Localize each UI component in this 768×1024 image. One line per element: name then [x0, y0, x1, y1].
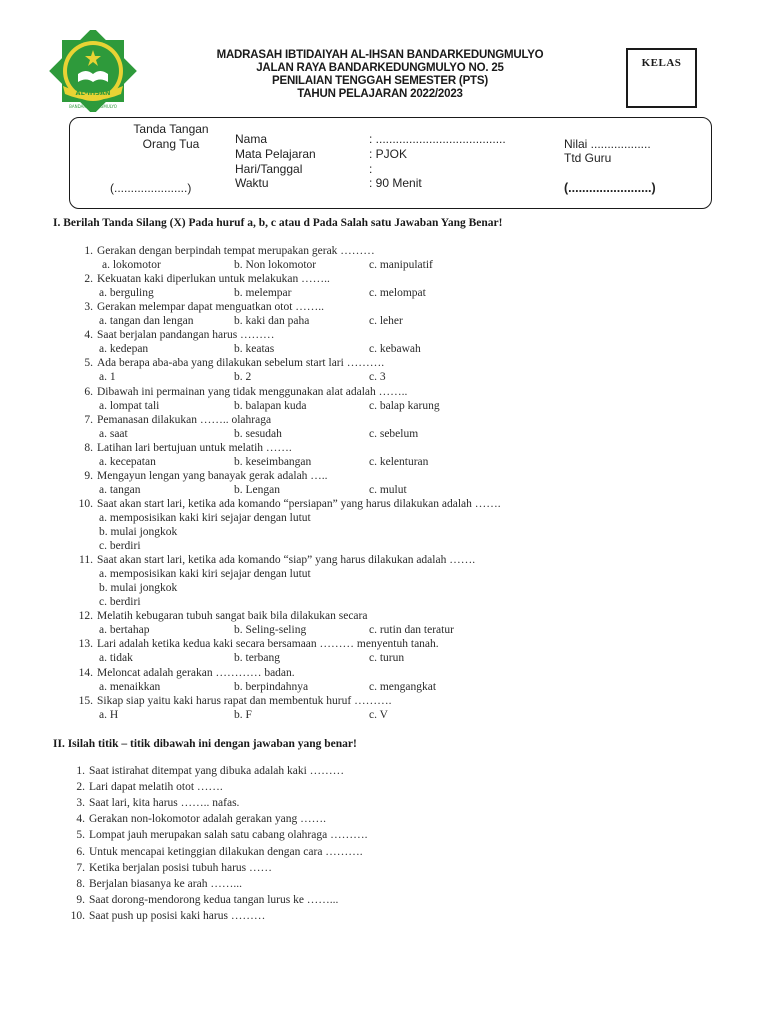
answer-option-a[interactable]: a. lokomotor — [102, 259, 161, 272]
answer-option-a[interactable]: a. bertahap — [99, 624, 150, 637]
question-number: 6. — [76, 845, 85, 858]
answer-option-b[interactable]: b. kaki dan paha — [234, 315, 310, 328]
question-text: Gerakan dengan berpindah tempat merupakan gerak ……… — [97, 245, 375, 257]
answer-option-c[interactable]: c. balap karung — [369, 399, 440, 412]
answer-option-b[interactable]: b. berpindahnya — [234, 680, 309, 693]
field-label-mapel: Mata Pelajaran — [235, 147, 316, 161]
answer-option-a[interactable]: a. tidak — [99, 652, 133, 665]
question-number: 6. — [84, 385, 93, 398]
question-item — [67, 329, 275, 341]
header-line-year: TAHUN PELAJARAN 2022/2023 — [297, 88, 463, 100]
answer-option-c[interactable]: c. 3 — [369, 371, 386, 384]
question-text: Kekuatan kaki diperlukan untuk melakukan …….. — [97, 273, 330, 286]
fill-in-item[interactable] — [59, 781, 223, 793]
question-text: Pemanasan dilakukan …….. olahraga — [97, 413, 272, 426]
school-logo — [48, 30, 138, 112]
question-number: 8. — [76, 877, 85, 890]
question-number: 9. — [84, 469, 93, 482]
question-item — [67, 638, 439, 650]
question-number: 3. — [84, 301, 93, 314]
answer-option-c[interactable]: c. kebawah — [369, 343, 421, 356]
school-header — [160, 49, 600, 101]
field-value-waktu: : 90 Menit — [369, 176, 422, 190]
question-item — [67, 245, 375, 257]
answer-option-c[interactable]: c. melompat — [369, 287, 426, 300]
answer-option-c[interactable]: c. V — [369, 708, 388, 721]
header-line-school: MADRASAH IBTIDAIYAH AL-IHSAN BANDARKEDUNGMULYO — [216, 49, 544, 61]
question-text: Gerakan melempar dapat menguatkan otot …….. — [97, 301, 325, 314]
ttd-guru-label: Ttd Guru — [564, 151, 612, 165]
answer-option-a[interactable]: a. memposisikan kaki kiri sejajar dengan lutut — [99, 568, 311, 581]
header-line-address: JALAN RAYA BANDARKEDUNGMULYO NO. 25 — [256, 62, 504, 74]
answer-option-a[interactable]: a. tangan dan lengan — [99, 315, 194, 328]
field-label-waktu: Waktu — [235, 176, 269, 190]
question-number: 12. — [78, 610, 93, 623]
answer-option-b[interactable]: b. Lengan — [234, 483, 280, 496]
question-item — [67, 610, 367, 622]
svg-text:AL-IHSAN: AL-IHSAN — [75, 89, 111, 97]
question-item — [67, 667, 295, 679]
answer-option-c[interactable]: c. manipulatif — [369, 259, 433, 272]
answer-option-a[interactable]: a. kecepatan — [99, 455, 156, 468]
answer-option-a[interactable]: a. tangan — [99, 483, 141, 496]
question-item — [67, 470, 328, 482]
field-value-mapel: : PJOK — [369, 147, 408, 161]
question-number: 10. — [70, 909, 85, 922]
question-number: 3. — [76, 797, 85, 810]
answer-option-b[interactable]: b. melempar — [234, 287, 292, 300]
question-text: Saat akan start lari, ketika ada komando “persiapan” yang harus dilakukan adalah ……. — [97, 497, 501, 510]
fill-in-item[interactable] — [59, 878, 242, 890]
question-text: Saat istirahat ditempat yang dibuka adalah kaki ……… — [89, 765, 345, 777]
fill-in-item[interactable] — [59, 910, 265, 922]
field-value-hari[interactable]: : — [369, 162, 373, 176]
question-text: Gerakan non-lokomotor adalah gerakan yang ……. — [89, 813, 326, 826]
answer-option-a[interactable]: a. lompat tali — [99, 399, 160, 412]
question-text: Meloncat adalah gerakan ………… badan. — [97, 666, 295, 679]
question-text: Saat berjalan pandangan harus ……… — [97, 329, 275, 342]
question-number: 14. — [78, 666, 93, 679]
answer-option-a[interactable]: a. kedepan — [99, 343, 149, 356]
answer-option-c[interactable]: c. berdiri — [99, 540, 141, 553]
question-item — [67, 498, 501, 510]
svg-text:BANDARKEDUNGMULYO: BANDARKEDUNGMULYO — [69, 104, 117, 109]
question-item — [67, 273, 330, 285]
answer-option-c[interactable]: c. berdiri — [99, 596, 141, 609]
fill-in-item[interactable] — [59, 829, 367, 841]
question-text: Saat akan start lari, ketika ada komando “siap” yang harus dilakukan adalah ……. — [97, 554, 476, 567]
question-number: 1. — [76, 765, 85, 777]
question-number: 11. — [79, 554, 93, 567]
answer-option-c[interactable]: c. mengangkat — [369, 680, 437, 693]
question-text: Dibawah ini permainan yang tidak menggunakan alat adalah …….. — [97, 385, 408, 398]
answer-option-b[interactable]: b. 2 — [234, 371, 252, 384]
question-item — [67, 414, 271, 426]
header-line-exam: PENILAIAN TENGGAH SEMESTER (PTS) — [272, 75, 488, 87]
answer-option-b[interactable]: b. balapan kuda — [234, 399, 307, 412]
question-number: 8. — [84, 441, 93, 454]
question-number: 9. — [76, 893, 85, 906]
fill-in-item[interactable] — [59, 797, 239, 809]
answer-option-b[interactable]: b. sesudah — [234, 427, 282, 440]
question-item — [67, 554, 475, 566]
kelas-box[interactable] — [626, 48, 697, 108]
question-number: 7. — [76, 861, 85, 874]
question-text: Melatih kebugaran tubuh sangat baik bila dilakukan secara — [97, 610, 368, 623]
question-text: Lari dapat melatih otot ……. — [89, 781, 223, 794]
question-text: Untuk mencapai ketinggian dilakukan dengan cara ………. — [89, 845, 363, 858]
answer-option-b[interactable]: b. mulai jongkok — [99, 582, 178, 595]
question-text: Saat push up posisi kaki harus ……… — [89, 909, 266, 922]
question-text: Mengayun lengan yang banayak gerak adalah ….. — [97, 469, 328, 482]
question-item — [67, 442, 292, 454]
question-text: Lari adalah ketika kedua kaki secara bersamaan ……… menyentuh tanah. — [97, 638, 439, 651]
question-item — [67, 301, 324, 313]
answer-option-b[interactable]: b. terbang — [234, 652, 280, 665]
answer-option-b[interactable]: b. F — [234, 708, 252, 721]
question-text: Berjalan biasanya ke arah ……... — [89, 877, 242, 890]
answer-option-a[interactable]: a. saat — [99, 427, 128, 440]
answer-option-b[interactable]: b. keatas — [234, 343, 275, 356]
fill-in-item[interactable] — [59, 846, 363, 858]
question-text: Ada berapa aba-aba yang dilakukan sebelum start lari ………. — [97, 357, 385, 370]
question-item — [67, 357, 384, 369]
question-number: 15. — [78, 694, 93, 707]
answer-option-a[interactable]: a. 1 — [99, 371, 116, 384]
question-number: 4. — [76, 813, 85, 826]
fill-in-item[interactable] — [59, 813, 326, 825]
answer-option-a[interactable]: a. menaikkan — [99, 680, 161, 693]
identity-box — [69, 117, 712, 209]
fill-in-item[interactable] — [59, 862, 272, 874]
question-text: Ketika berjalan posisi tubuh harus …… — [89, 861, 273, 874]
question-text: Saat lari, kita harus …….. nafas. — [89, 797, 240, 810]
answer-option-c[interactable]: c. sebelum — [369, 427, 419, 440]
answer-option-b[interactable]: b. Seling-seling — [234, 624, 307, 637]
answer-option-c[interactable]: c. mulut — [369, 483, 407, 496]
answer-option-a[interactable]: a. berguling — [99, 287, 154, 300]
question-number: 4. — [84, 329, 93, 342]
answer-option-c[interactable]: c. turun — [369, 652, 405, 665]
answer-option-b[interactable]: b. Non lokomotor — [234, 259, 317, 272]
question-text: Latihan lari bertujuan untuk melatih ……. — [97, 441, 292, 454]
question-text: Lompat jauh merupakan salah satu cabang olahraga ………. — [89, 829, 368, 842]
answer-option-b[interactable]: b. keseimbangan — [234, 455, 312, 468]
answer-option-c[interactable]: c. rutin dan teratur — [369, 624, 454, 637]
question-number: 2. — [84, 273, 93, 286]
question-item — [67, 695, 391, 707]
question-number: 5. — [76, 829, 85, 842]
parent-signature-label: Tanda Tangan Orang Tua — [133, 122, 209, 151]
section1-title: I. Berilah Tanda Silang (X) Pada huruf a, b, c atau d Pada Salah satu Jawaban Yang Benar! — [53, 217, 503, 229]
answer-option-b[interactable]: b. mulai jongkok — [99, 526, 178, 538]
question-number: 2. — [76, 781, 85, 794]
answer-option-c[interactable]: c. kelenturan — [369, 455, 429, 468]
nilai-field[interactable]: Nilai .................. — [564, 137, 651, 151]
field-value-nama[interactable]: : ....................................... — [369, 132, 506, 146]
section2-title: II. Isilah titik – titik dibawah ini dengan jawaban yang benar! — [53, 738, 357, 750]
field-label-hari: Hari/Tanggal — [235, 162, 303, 176]
school-emblem-icon — [48, 30, 138, 112]
answer-option-a[interactable]: a. memposisikan kaki kiri sejajar dengan lutut — [99, 511, 311, 524]
question-text: Saat dorong-mendorong kedua tangan lurus ke ……... — [89, 893, 339, 906]
question-text: Sikap siap yaitu kaki harus rapat dan membentuk huruf ………. — [97, 694, 392, 707]
fill-in-item[interactable] — [59, 894, 338, 906]
guru-signature-field[interactable]: (........................) — [564, 181, 656, 195]
answer-option-a[interactable]: a. H — [99, 708, 119, 721]
parent-signature-field[interactable]: (......................) — [110, 181, 192, 195]
fill-in-item[interactable] — [59, 765, 344, 777]
question-number: 10. — [78, 497, 93, 510]
question-number: 1. — [84, 245, 93, 257]
question-number: 5. — [84, 357, 93, 370]
question-item — [67, 386, 407, 398]
kelas-label: KELAS — [641, 57, 682, 69]
question-number: 7. — [84, 413, 93, 426]
field-label-nama: Nama — [235, 132, 268, 146]
question-number: 13. — [78, 638, 93, 651]
answer-option-c[interactable]: c. leher — [369, 315, 403, 328]
